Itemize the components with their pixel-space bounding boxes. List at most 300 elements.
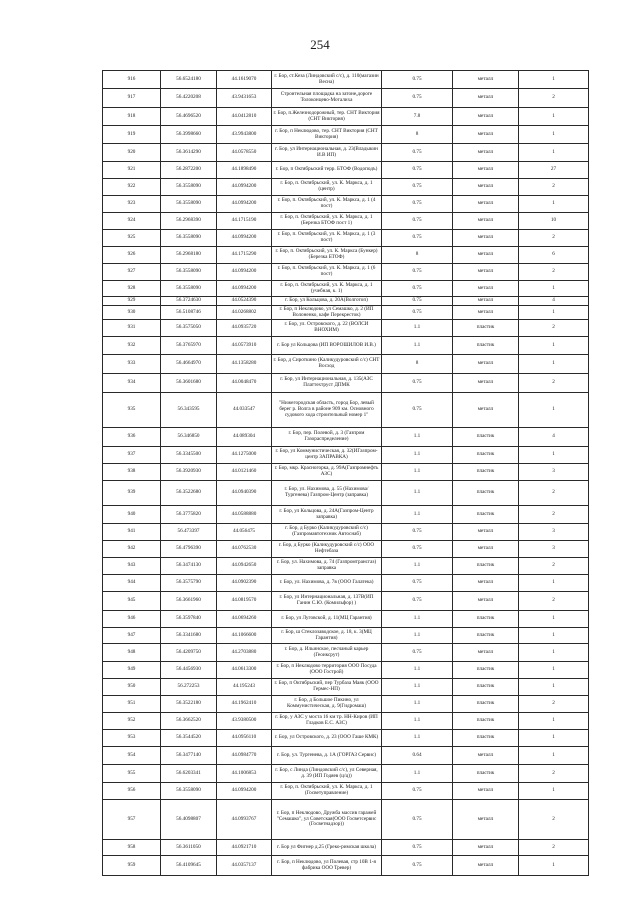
latitude-cell: 56.343595 [161, 393, 217, 428]
material-cell: металл [453, 355, 519, 374]
volume-cell: 0.75 [382, 592, 453, 611]
longitude-cell: 44.0994200 [217, 230, 272, 247]
longitude-cell: 44.0048470 [217, 374, 272, 393]
longitude-cell: 44.0994200 [217, 196, 272, 213]
container-count-cell: 1 [519, 108, 589, 126]
address-cell: г. Бор, пер. Полевой, д. 3 (Газпром Газораспределение) [272, 428, 382, 447]
address-cell: г. Бор, ул Луговской, д. 11(МЦ Гарантия) [272, 611, 382, 628]
table-row [103, 89, 589, 108]
latitude-cell: 56.3775820 [161, 506, 217, 524]
row-number: 944 [103, 575, 161, 592]
container-count-cell: 1 [519, 126, 589, 144]
address-cell: г. Бор, ул. Нахимова, д. 55 (Нахимова/Тургенева) Газпром-Центр (заправка) [272, 481, 382, 506]
volume-cell: 0.75 [382, 89, 453, 108]
volume-cell: 1.1 [382, 337, 453, 355]
volume-cell: 0.75 [382, 71, 453, 89]
table-row [103, 524, 589, 541]
container-count-cell: 1 [519, 71, 589, 89]
row-number: 926 [103, 247, 161, 264]
latitude-cell: 56.3601680 [161, 374, 217, 393]
row-number: 935 [103, 393, 161, 428]
container-count-cell: 1 [519, 713, 589, 730]
longitude-cell: 44.0578550 [217, 144, 272, 162]
material-cell: металл [453, 306, 519, 320]
volume-cell: 0.75 [382, 281, 453, 297]
volume-cell: 0.75 [382, 783, 453, 800]
longitude-cell: 44.0762530 [217, 541, 272, 558]
address-cell: г. Бор, п. Октябрьский, ул. К. Маркса, д. 1 (Березка БТОФ пост 1) [272, 213, 382, 230]
longitude-cell: 44.0994200 [217, 264, 272, 281]
volume-cell: 1.1 [382, 558, 453, 575]
table-row [103, 264, 589, 281]
row-number: 951 [103, 696, 161, 713]
longitude-cell: 44.0121460 [217, 464, 272, 481]
volume-cell: 1.1 [382, 464, 453, 481]
longitude-cell: 44.0694260 [217, 611, 272, 628]
latitude-cell: 56.5108746 [161, 306, 217, 320]
latitude-cell: 56.346850 [161, 428, 217, 447]
latitude-cell: 56.6203341 [161, 765, 217, 783]
table-row [103, 575, 589, 592]
material-cell: металл [453, 524, 519, 541]
row-number: 918 [103, 108, 161, 126]
volume-cell: 1.1 [382, 696, 453, 713]
latitude-cell: 56.3662520 [161, 713, 217, 730]
table-row [103, 765, 589, 783]
longitude-cell: 44.0942650 [217, 558, 272, 575]
address-cell: г. Бор, п. Октябрьский, ул. К. Маркса, д. 1 (учебная, к. 1) [272, 281, 382, 297]
table-row [103, 592, 589, 611]
registry-table [102, 70, 589, 876]
row-number: 919 [103, 126, 161, 144]
material-cell: металл [453, 281, 519, 297]
longitude-cell: 44.0994200 [217, 783, 272, 800]
container-count-cell: 1 [519, 355, 589, 374]
table-row [103, 713, 589, 730]
material-cell: металл [453, 179, 519, 196]
material-cell: металл [453, 783, 519, 800]
table-row [103, 628, 589, 644]
row-number: 956 [103, 783, 161, 800]
row-number: 942 [103, 541, 161, 558]
table-row [103, 393, 589, 428]
table-row [103, 644, 589, 662]
table-row [103, 297, 589, 306]
table-row [103, 840, 589, 856]
longitude-cell: 44.0902390 [217, 575, 272, 592]
address-cell: г. Бор, ул. Нахимова, д. 74 (Газпромтрансгаз) заправка [272, 558, 382, 575]
material-cell: металл [453, 541, 519, 558]
material-cell: пластик [453, 464, 519, 481]
material-cell: металл [453, 644, 519, 662]
address-cell: г. Бор ул Фигнер д.25 (Греко-римская школа) [272, 840, 382, 856]
latitude-cell: 56.3544520 [161, 730, 217, 747]
longitude-cell: 44.1619070 [217, 71, 272, 89]
table-row [103, 447, 589, 464]
table-row [103, 144, 589, 162]
table-row [103, 179, 589, 196]
longitude-cell: 44.1358280 [217, 355, 272, 374]
table-row [103, 730, 589, 747]
latitude-cell: 56.3558090 [161, 783, 217, 800]
container-count-cell: 6 [519, 247, 589, 264]
material-cell: пластик [453, 713, 519, 730]
row-number: 940 [103, 506, 161, 524]
latitude-cell: 56.3765970 [161, 337, 217, 355]
table-row [103, 213, 589, 230]
material-cell: металл [453, 71, 519, 89]
volume-cell: 0.75 [382, 800, 453, 840]
longitude-cell: 44.0940390 [217, 481, 272, 506]
volume-cell: 1.1 [382, 628, 453, 644]
address-cell: г. Бор, п Неклюдово территория ООО Посуда (ООО Гострой) [272, 662, 382, 679]
address-cell: г. Бор, д Бурко (Каликудуровский с/с) ООО Нефтебаза [272, 541, 382, 558]
row-number: 917 [103, 89, 161, 108]
address-cell: г. Бор, п Октябрьский, пер Турбаза Маяк (ООО Гермес-НП) [272, 679, 382, 696]
table-row [103, 355, 589, 374]
longitude-cell: 44.0956110 [217, 730, 272, 747]
latitude-cell: 56.3341680 [161, 628, 217, 644]
row-number: 931 [103, 320, 161, 337]
material-cell: пластик [453, 481, 519, 506]
volume-cell: 1.1 [382, 662, 453, 679]
material-cell: металл [453, 264, 519, 281]
container-count-cell: 1 [519, 783, 589, 800]
volume-cell: 1.1 [382, 481, 453, 506]
volume-cell: 1.1 [382, 730, 453, 747]
latitude-cell: 56.4796390 [161, 541, 217, 558]
table-row [103, 162, 589, 179]
volume-cell: 1.1 [382, 713, 453, 730]
row-number: 927 [103, 264, 161, 281]
row-number: 953 [103, 730, 161, 747]
container-count-cell: 2 [519, 89, 589, 108]
latitude-cell: 56.3611050 [161, 840, 217, 856]
latitude-cell: 56.3558090 [161, 264, 217, 281]
page-number: 254 [310, 37, 330, 52]
address-cell: г. Бор, ул Интернациональная, д. 137В(ИП Ганин С.Ю. (Комильфор) ) [272, 592, 382, 611]
container-count-cell: 1 [519, 611, 589, 628]
longitude-cell: 43.9380500 [217, 713, 272, 730]
table-row [103, 247, 589, 264]
address-cell: г. Бор, ул Кольцова, д. 24А(Газпром-Центр заправка) [272, 506, 382, 524]
table-row [103, 126, 589, 144]
latitude-cell: 56.3998660 [161, 126, 217, 144]
material-cell: металл [453, 297, 519, 306]
longitude-cell: 44.089304 [217, 428, 272, 447]
container-count-cell: 2 [519, 506, 589, 524]
container-count-cell: 2 [519, 320, 589, 337]
table-row [103, 696, 589, 713]
volume-cell: 0.75 [382, 524, 453, 541]
row-number: 923 [103, 196, 161, 213]
address-cell: г. Бор, ул Интернациональная, д. 23(Владыкин И.В ИП) [272, 144, 382, 162]
address-cell: г. Бор ул Кольцова (ИП ВОРОШИЛОВ И.В.) [272, 337, 382, 355]
address-cell: г. Бор, ул. Тургенева, д. 1А (ГОРГАЗ Сервис) [272, 747, 382, 765]
volume-cell: 0.75 [382, 162, 453, 179]
container-count-cell: 2 [519, 264, 589, 281]
latitude-cell: 56.2968180 [161, 247, 217, 264]
table-row [103, 481, 589, 506]
row-number: 934 [103, 374, 161, 393]
address-cell: г. Бор, п. Октябрьский, ул. К. Маркса, д. 1 (3 пост) [272, 230, 382, 247]
longitude-cell: 44.0573910 [217, 337, 272, 355]
longitude-cell: 44.1715290 [217, 247, 272, 264]
latitude-cell: 56.2872200 [161, 162, 217, 179]
longitude-cell: 44.1715190 [217, 213, 272, 230]
container-count-cell: 1 [519, 337, 589, 355]
table-row [103, 337, 589, 355]
address-cell: г. Бор, п. Октябрьский, ул. К. Маркса (Бункер) (Березка БТОФ) [272, 247, 382, 264]
table-row [103, 464, 589, 481]
material-cell: пластик [453, 337, 519, 355]
container-count-cell: 1 [519, 144, 589, 162]
volume-cell: 0.75 [382, 213, 453, 230]
longitude-cell: 44.1275000 [217, 447, 272, 464]
longitude-cell: 44.1006853 [217, 765, 272, 783]
material-cell: металл [453, 393, 519, 428]
longitude-cell: 44.0819570 [217, 592, 272, 611]
latitude-cell: 56.4098807 [161, 800, 217, 840]
container-count-cell: 3 [519, 541, 589, 558]
address-cell: г. Бор, п Октябрьский терр. БТОФ (Водоподъ) [272, 162, 382, 179]
longitude-cell: 44.033547 [217, 393, 272, 428]
table-row [103, 783, 589, 800]
container-count-cell: 1 [519, 730, 589, 747]
table-row [103, 662, 589, 679]
latitude-cell: 56.272253 [161, 679, 217, 696]
table-row [103, 281, 589, 297]
row-number: 946 [103, 611, 161, 628]
latitude-cell: 56.6524180 [161, 71, 217, 89]
row-number: 948 [103, 644, 161, 662]
container-count-cell: 2 [519, 558, 589, 575]
latitude-cell: 56.3558090 [161, 196, 217, 213]
table-row [103, 428, 589, 447]
row-number: 945 [103, 592, 161, 611]
address-cell: г. Бор, ул. Нахимова, д. 7в (ООО Галатека) [272, 575, 382, 592]
material-cell: металл [453, 592, 519, 611]
row-number: 932 [103, 337, 161, 355]
latitude-cell: 56.3575050 [161, 320, 217, 337]
row-number: 952 [103, 713, 161, 730]
container-count-cell: 3 [519, 524, 589, 541]
address-cell: г. Бор, ул Интернациональная, д. 135(АЗС Платтехтруст ДПМК [272, 374, 382, 393]
longitude-cell: 44.0588880 [217, 506, 272, 524]
row-number: 925 [103, 230, 161, 247]
volume-cell: 0.75 [382, 856, 453, 876]
row-number: 938 [103, 464, 161, 481]
container-count-cell: 1 [519, 447, 589, 464]
material-cell: пластик [453, 428, 519, 447]
longitude-cell: 44.1962410 [217, 696, 272, 713]
row-number: 936 [103, 428, 161, 447]
address-cell: г. Бор, д Сироткино (Каликудуровский с/с) СНТ Восход [272, 355, 382, 374]
row-number: 959 [103, 856, 161, 876]
latitude-cell: 56.3558090 [161, 179, 217, 196]
latitude-cell: 56.3522680 [161, 481, 217, 506]
row-number: 954 [103, 747, 161, 765]
container-count-cell: 2 [519, 592, 589, 611]
address-cell: г. Бор, п. Октябрьский, ул. К. Маркса, д. 1 (центр) [272, 179, 382, 196]
material-cell: металл [453, 108, 519, 126]
latitude-cell: 56.4664970 [161, 355, 217, 374]
row-number: 958 [103, 840, 161, 856]
address-cell: г. Бор, у АЗС у моста 16 км тр. НН-Киров (ИП Гладков Е.С. АЗС) [272, 713, 382, 730]
row-number: 937 [103, 447, 161, 464]
material-cell: металл [453, 374, 519, 393]
volume-cell: 8 [382, 355, 453, 374]
volume-cell: 0.75 [382, 230, 453, 247]
address-cell: г. Бор, п Неклюдово, ул Полевая, стр 10В 1-я фабрика ООО Тревер) [272, 856, 382, 876]
latitude-cell: 56.4696520 [161, 108, 217, 126]
longitude-cell: 44.1898490 [217, 162, 272, 179]
latitude-cell: 56.2968390 [161, 213, 217, 230]
row-number: 943 [103, 558, 161, 575]
volume-cell: 7.8 [382, 108, 453, 126]
longitude-cell: 44.056475 [217, 524, 272, 541]
row-number: 916 [103, 71, 161, 89]
material-cell: металл [453, 89, 519, 108]
container-count-cell: 1 [519, 575, 589, 592]
material-cell: пластик [453, 611, 519, 628]
material-cell: пластик [453, 558, 519, 575]
row-number: 955 [103, 765, 161, 783]
address-cell: г. Бор, п. Октябрьский, ул. К. Маркса, д. 1 (Госветуправление) [272, 783, 382, 800]
latitude-cell: 56.4456930 [161, 662, 217, 679]
volume-cell: 8 [382, 247, 453, 264]
address-cell: г. Бор, д. Ильинское, песчаный карьер (Геоиксрут) [272, 644, 382, 662]
latitude-cell: 56.3575790 [161, 575, 217, 592]
material-cell: металл [453, 230, 519, 247]
table-row [103, 108, 589, 126]
address-cell: г. Бор, ул Кольцова, д. 20А(Волготоп) [272, 297, 382, 306]
container-count-cell: 2 [519, 765, 589, 783]
volume-cell: 0.64 [382, 747, 453, 765]
volume-cell: 0.75 [382, 144, 453, 162]
row-number: 930 [103, 306, 161, 320]
material-cell: металл [453, 840, 519, 856]
address-cell: г. Бор, п. Октябрьский, ул. К. Маркса, д. 1 (6 пост) [272, 264, 382, 281]
container-count-cell: 1 [519, 393, 589, 428]
longitude-cell: 44.0412810 [217, 108, 272, 126]
longitude-cell: 44.0935720 [217, 320, 272, 337]
address-cell: г. Бор, ул Коммунистическая, д. 32(ИГазпром-центр ЗАПРАВКА) [272, 447, 382, 464]
latitude-cell: 56.4209750 [161, 644, 217, 662]
table-row [103, 611, 589, 628]
volume-cell: 0.75 [382, 179, 453, 196]
container-count-cell: 2 [519, 374, 589, 393]
row-number: 929 [103, 297, 161, 306]
volume-cell: 0.75 [382, 393, 453, 428]
material-cell: пластик [453, 730, 519, 747]
table-row [103, 558, 589, 575]
material-cell: металл [453, 126, 519, 144]
material-cell: пластик [453, 320, 519, 337]
container-count-cell: 1 [519, 281, 589, 297]
latitude-cell: 56.3920930 [161, 464, 217, 481]
volume-cell: 0.75 [382, 575, 453, 592]
container-count-cell: 2 [519, 696, 589, 713]
container-count-cell: 2 [519, 230, 589, 247]
table-row [103, 679, 589, 696]
container-count-cell: 1 [519, 196, 589, 213]
table-row [103, 747, 589, 765]
material-cell: металл [453, 747, 519, 765]
volume-cell: 0.75 [382, 644, 453, 662]
latitude-cell: 56.3558090 [161, 281, 217, 297]
table-row [103, 374, 589, 393]
latitude-cell: 56.3345500 [161, 447, 217, 464]
longitude-cell: 44.0357137 [217, 856, 272, 876]
row-number: 921 [103, 162, 161, 179]
longitude-cell: 44.195243 [217, 679, 272, 696]
container-count-cell: 3 [519, 464, 589, 481]
table-row [103, 230, 589, 247]
longitude-cell: 44.0524390 [217, 297, 272, 306]
address-cell: г. Бор, д Большое Пикино, ул Коммунистическая, д. 9(Гидромаш) [272, 696, 382, 713]
material-cell: металл [453, 213, 519, 230]
material-cell: пластик [453, 628, 519, 644]
volume-cell: 8 [382, 126, 453, 144]
longitude-cell: 44.0993767 [217, 800, 272, 840]
table-row [103, 800, 589, 840]
table-row [103, 320, 589, 337]
address-cell: г. Бор, ш Стеклозаводское, д. 18, к. 3(МЦ Гарантия) [272, 628, 382, 644]
table-row [103, 506, 589, 524]
longitude-cell: 44.0994200 [217, 281, 272, 297]
material-cell: металл [453, 575, 519, 592]
material-cell: металл [453, 162, 519, 179]
volume-cell: 1.1 [382, 679, 453, 696]
address-cell: г. Бор, ул. Островского, д. 22 (ВОЛСИ ВНОХИМ) [272, 320, 382, 337]
latitude-cell: 56.3558090 [161, 230, 217, 247]
container-count-cell: 1 [519, 679, 589, 696]
container-count-cell: 1 [519, 747, 589, 765]
row-number: 922 [103, 179, 161, 196]
material-cell: пластик [453, 765, 519, 783]
container-count-cell: 4 [519, 428, 589, 447]
longitude-cell: 44.1066600 [217, 628, 272, 644]
longitude-cell: 44.0921710 [217, 840, 272, 856]
row-number: 957 [103, 800, 161, 840]
address-cell: г. Бор, п Неклюдово, ул Семашко, д. 2 (ИП Волоненко, кафе Перекресток) [272, 306, 382, 320]
material-cell: металл [453, 144, 519, 162]
longitude-cell: 44.0613300 [217, 662, 272, 679]
material-cell: металл [453, 800, 519, 840]
table-row [103, 196, 589, 213]
table-row [103, 856, 589, 876]
address-cell: г. Бор, п Неклюдово, Дружба массив гаражей "Семашко", ул Советская(ООО Госветсервис (Госветнадзор)) [272, 800, 382, 840]
volume-cell: 1.1 [382, 447, 453, 464]
address-cell: г. Бор, с Линда (Линдовский с/с), ул Северная, д. 39 (ИП Годяев (ц/ц)) [272, 765, 382, 783]
table-row [103, 306, 589, 320]
row-number: 947 [103, 628, 161, 644]
volume-cell: 0.75 [382, 306, 453, 320]
row-number: 933 [103, 355, 161, 374]
latitude-cell: 56.3724630 [161, 297, 217, 306]
container-count-cell: 1 [519, 644, 589, 662]
longitude-cell: 44.0994200 [217, 179, 272, 196]
volume-cell: 0.75 [382, 840, 453, 856]
latitude-cell: 56.3614290 [161, 144, 217, 162]
longitude-cell: 44.0984770 [217, 747, 272, 765]
volume-cell: 0.75 [382, 374, 453, 393]
latitude-cell: 56.3597840 [161, 611, 217, 628]
latitude-cell: 56.4109645 [161, 856, 217, 876]
row-number: 928 [103, 281, 161, 297]
container-count-cell: 1 [519, 662, 589, 679]
